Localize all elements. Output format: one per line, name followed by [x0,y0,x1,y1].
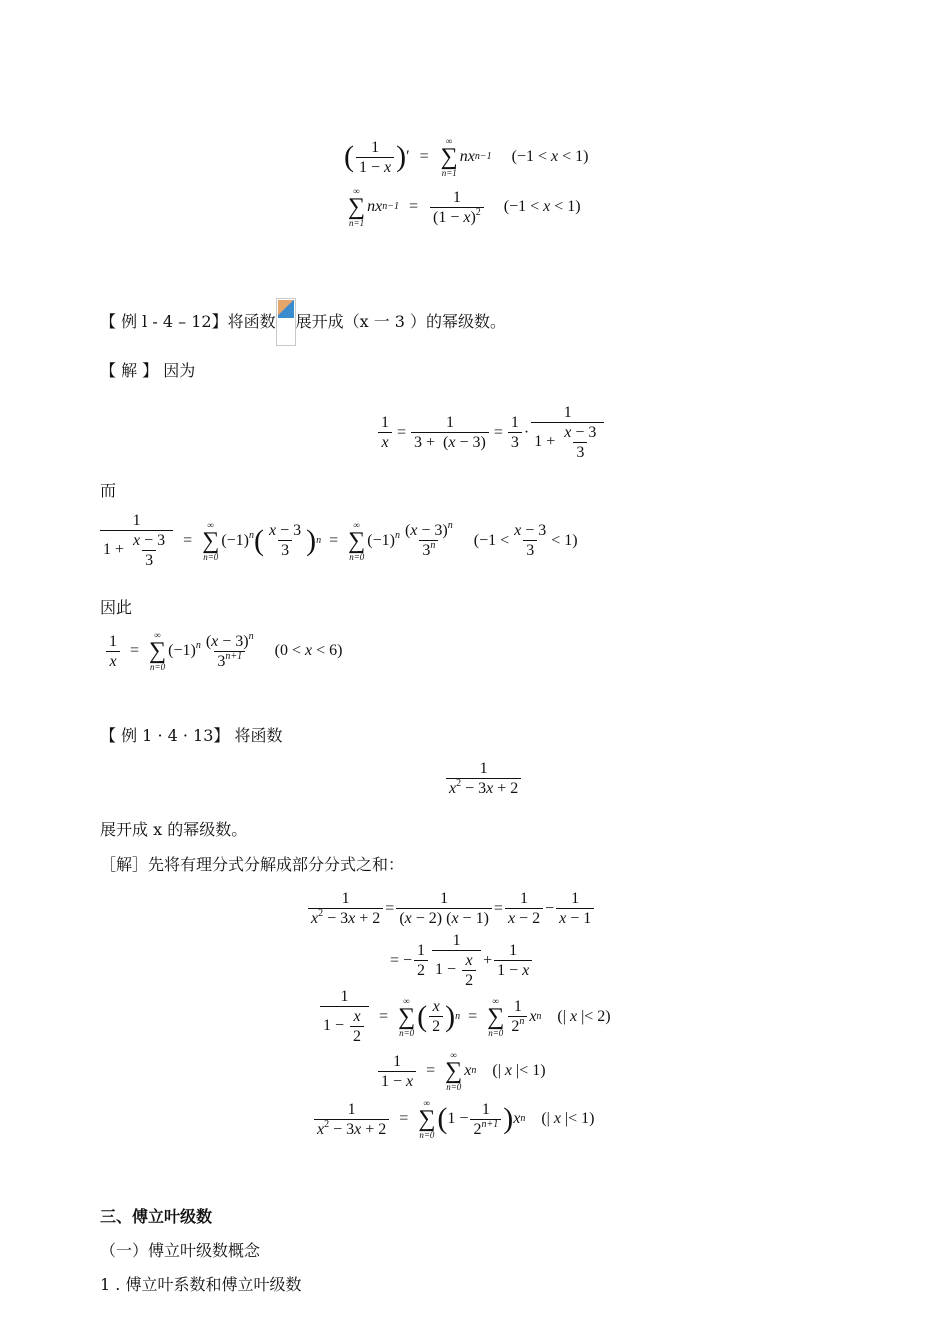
er-label: 而 [100,481,117,500]
formula-one-over-x: $\frac{1}{x}$ = $\frac{1}{3 + (x - 3)}$ = $\frac{1}{3}$ · 1 1 + $\frac{x - 3}{3}$ [376,404,606,461]
example-12-tail: 展开成（x 一 3 ）的幂级数。 [295,312,507,331]
formula-derivative-series: ( $\frac{1}{1 - x}$ ) ′ = ∞ ∑ n=1 nx n−1 (−1 < x < 1) [344,136,589,178]
example-13-label: 【 例 1 · 4 · 13】 将函数 [100,726,283,745]
formula-series-half: 1 1 − $\frac{x}{2}$ = ∞ ∑ n=0 ( $\frac{x}{2}$ ) n = ∞ ∑ n=0 $\frac{1}{2^n}$ x n (| x |< 2) [318,988,611,1045]
solution-label: 【 解 】 因为 [100,361,196,380]
example-12-label: 【 例 l - 4 – 12】将函数 [100,312,276,331]
item-heading: 1 . 傅立叶系数和傅立叶级数 [100,1275,302,1294]
formula-result-12: $\frac{1}{x}$ = ∞ ∑ n=0 $(-1)^n$ $\frac{(x - 3)^n}{3^{n+1}}$ (0 < x < 6) [104,630,342,672]
section-heading: 三、傅立叶级数 [100,1207,213,1226]
formula-sum-result: ∞ ∑ n=1 nx n−1 = $\frac{1}{(1 - x)^2}$ (−1 < x < 1) [348,186,581,228]
broken-image-icon [276,298,296,346]
formula-series-one: $\frac{1}{1 - x}$ = ∞ ∑ n=0 x n (| x |< 1) [376,1050,546,1092]
example-12-line [100,312,506,346]
formula-result-13: $\frac{1}{x^2 - 3x + 2}$ = ∞ ∑ n=0 ( 1 − $\frac{1}{2^{n+1}}$ ) x n (| x |< 1) [312,1098,595,1140]
yinci-label: 因此 [100,598,133,617]
expand-x-text: 展开成 x 的幂级数。 [100,820,248,839]
solution-13-text: ［解］先将有理分式分解成部分分式之和： [100,855,405,874]
formula-function-13: $\frac{1}{x^2 - 3x + 2}$ [444,760,523,797]
formula-partial-fractions: $\frac{1}{x^2 - 3x + 2}$ = $\frac{1}{(x - 2) (x - 1)}$ = $\frac{1}{x - 2}$ − $\frac{1}{x - 1}$ [306,890,596,927]
formula-partial-fractions-2: = − $\frac{1}{2}$ 1 1 − $\frac{x}{2}$ + $\frac{1}{1 - x}$ [390,932,534,989]
formula-geometric-expansion: 1 1 + $\frac{x - 3}{3}$ = ∞ ∑ n=0 $(-1)^n$ ( $\frac{x - 3}{3}$ ) n = ∞ ∑ n=0 $(-1)^n$ $\frac{(x - 3)^n}{3^n}$ (−1 < $\frac{x - 3}{3}$ < 1) [98,512,578,569]
subsection-heading: （一）傅立叶级数概念 [100,1241,261,1260]
